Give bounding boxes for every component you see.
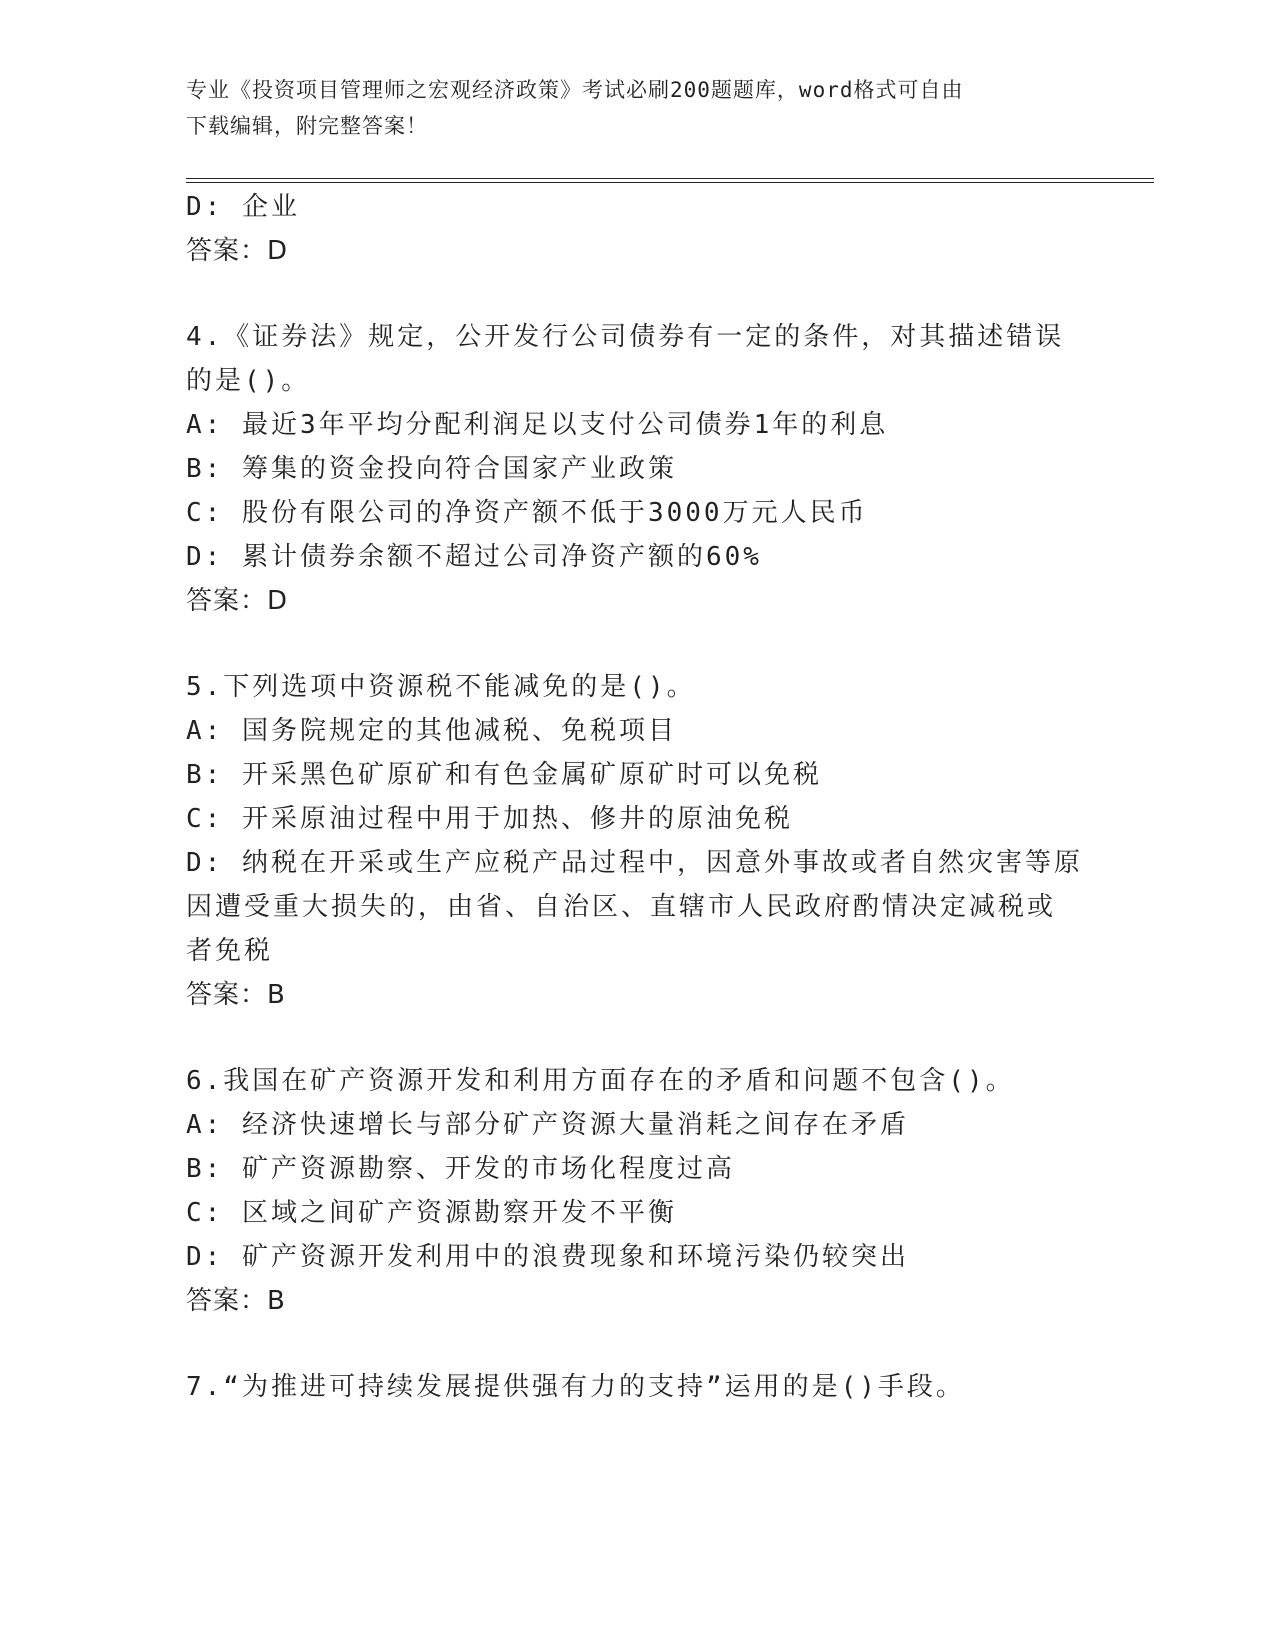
q4-option-b: B: 筹集的资金投向符合国家产业政策 [186, 454, 677, 484]
q4-stem-line-1: 4.《证券法》规定，公开发行公司债券有一定的条件，对其描述错误 [186, 322, 1065, 352]
q6-option-c: C: 区域之间矿产资源勘察开发不平衡 [186, 1198, 677, 1228]
q6-answer: 答案：B [186, 1286, 286, 1316]
q6-option-d: D: 矿产资源开发利用中的浪费现象和环境污染仍较突出 [186, 1242, 909, 1272]
prev-answer: 答案：D [186, 236, 289, 266]
q5-stem: 5.下列选项中资源税不能减免的是()。 [186, 672, 696, 702]
q4-answer: 答案：D [186, 586, 289, 616]
q4-option-c: C: 股份有限公司的净资产额不低于3000万元人民币 [186, 498, 868, 528]
q5-option-a: A: 国务院规定的其他减税、免税项目 [186, 716, 677, 746]
q4-option-d: D: 累计债券余额不超过公司净资产额的60% [186, 542, 762, 572]
q6-stem: 6.我国在矿产资源开发和利用方面存在的矛盾和问题不包含()。 [186, 1066, 1015, 1096]
q6-option-b: B: 矿产资源勘察、开发的市场化程度过高 [186, 1154, 735, 1184]
q6-option-a: A: 经济快速增长与部分矿产资源大量消耗之间存在矛盾 [186, 1110, 909, 1140]
q5-option-c: C: 开采原油过程中用于加热、修井的原油免税 [186, 804, 793, 834]
q5-option-d-line-2: 因遭受重大损失的，由省、自治区、直辖市人民政府酌情决定减税或 [186, 892, 1057, 922]
header-rule-bottom [186, 182, 1154, 183]
q7-stem: 7.“为推进可持续发展提供强有力的支持”运用的是()手段。 [186, 1372, 965, 1402]
header-line-2: 下载编辑，附完整答案！ [186, 114, 428, 138]
header-line-1: 专业《投资项目管理师之宏观经济政策》考试必刷200题题库，word格式可自由 [186, 78, 964, 102]
header-rule-top [186, 178, 1154, 179]
q5-option-d-line-3: 者免税 [186, 936, 274, 966]
prev-option-d: D: 企业 [186, 192, 300, 222]
q4-stem-line-2: 的是()。 [186, 366, 311, 396]
q5-option-b: B: 开采黑色矿原矿和有色金属矿原矿时可以免税 [186, 760, 822, 790]
document-header [186, 72, 1066, 144]
q5-answer: 答案：B [186, 980, 286, 1010]
q4-option-a: A: 最近3年平均分配利润足以支付公司债券1年的利息 [186, 410, 889, 440]
q5-option-d-line-1: D: 纳税在开采或生产应税产品过程中，因意外事故或者自然灾害等原 [186, 848, 1083, 878]
